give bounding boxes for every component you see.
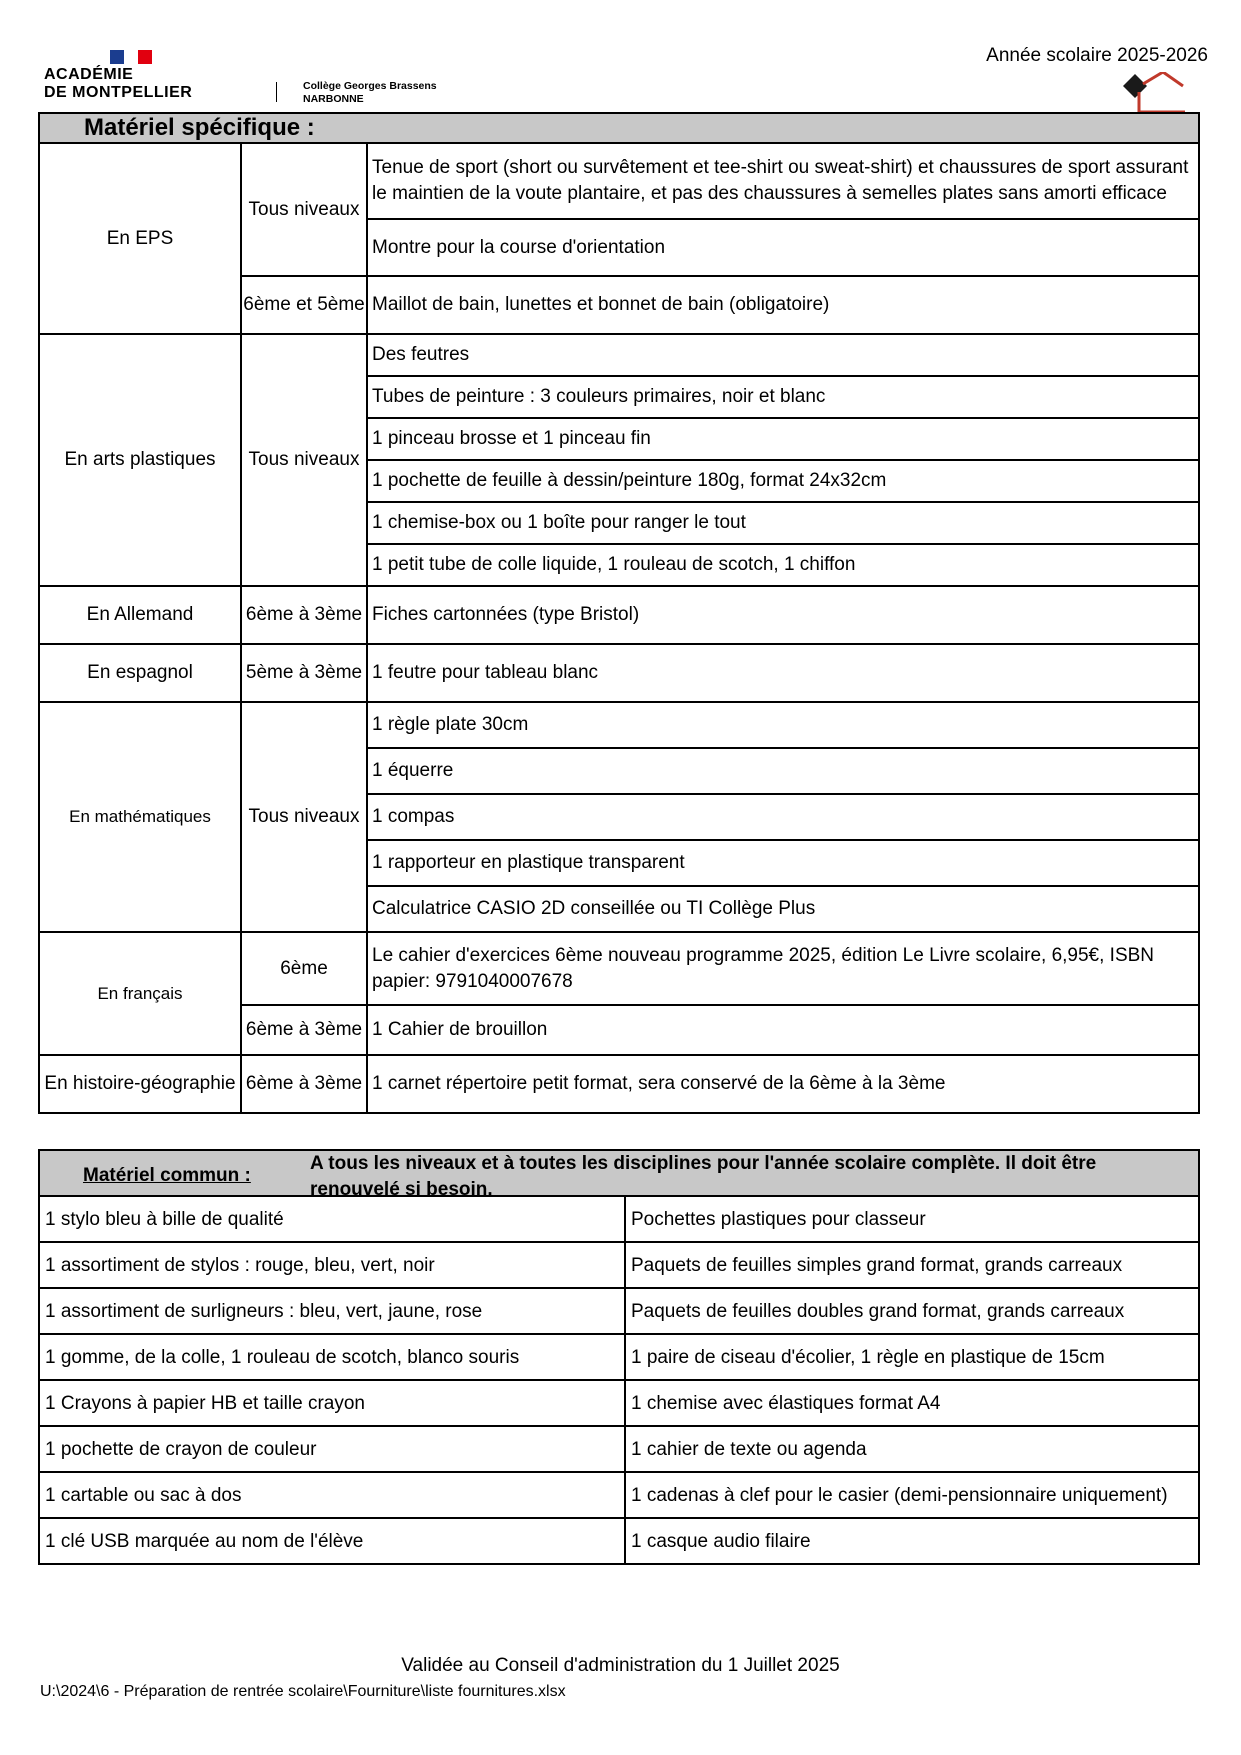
level-cell: 6ème et 5ème	[241, 276, 367, 334]
file-path: U:\2024\6 - Préparation de rentrée scolaire\Fourniture\liste fournitures.xlsx	[40, 1683, 566, 1700]
item-cell: Tubes de peinture : 3 couleurs primaires, noir et blanc	[367, 376, 1199, 418]
common-item: 1 assortiment de stylos : rouge, bleu, vert, noir	[39, 1242, 625, 1288]
college-block	[303, 80, 437, 106]
common-item: 1 assortiment de surligneurs : bleu, vert, jaune, rose	[39, 1288, 625, 1334]
subject-french: En français	[39, 932, 241, 1055]
subject-maths: En mathématiques	[39, 702, 241, 932]
subject-arts: En arts plastiques	[39, 334, 241, 586]
level-cell: 6ème à 3ème	[241, 586, 367, 644]
common-item: 1 clé USB marquée au nom de l'élève	[39, 1518, 625, 1564]
academy-logo	[44, 48, 234, 114]
subject-history: En histoire-géographie	[39, 1055, 241, 1113]
item-cell: Le cahier d'exercices 6ème nouveau programme 2025, édition Le Livre scolaire, 6,95€, ISBN papier: 9791040007678	[367, 932, 1199, 1005]
education-prioritaire-logo	[1115, 72, 1190, 114]
specific-material-title: Matériel spécifique :	[39, 113, 1199, 143]
item-cell: 1 petit tube de colle liquide, 1 rouleau de scotch, 1 chiffon	[367, 544, 1199, 586]
item-cell: Maillot de bain, lunettes et bonnet de bain (obligatoire)	[367, 276, 1199, 334]
french-flag-icon	[110, 50, 154, 64]
item-cell: 1 feutre pour tableau blanc	[367, 644, 1199, 702]
validation-note: Validée au Conseil d'administration du 1 Juillet 2025	[401, 1655, 840, 1676]
level-cell: 6ème à 3ème	[241, 1055, 367, 1113]
common-item: 1 Crayons à papier HB et taille crayon	[39, 1380, 625, 1426]
item-cell: Montre pour la course d'orientation	[367, 219, 1199, 276]
college-city: NARBONNE	[303, 93, 364, 105]
college-name: Collège Georges Brassens	[303, 80, 437, 92]
common-item: 1 cadenas à clef pour le casier (demi-pensionnaire uniquement)	[625, 1472, 1199, 1518]
item-cell: 1 équerre	[367, 748, 1199, 794]
item-cell: Tenue de sport (short ou survêtement et tee-shirt ou sweat-shirt) et chaussures de sport assurant le maintien de la voute plantaire, et pas des chaussures à semelles plates sans amorti efficace	[367, 143, 1199, 219]
item-cell: 1 Cahier de brouillon	[367, 1005, 1199, 1055]
level-cell: Tous niveaux	[241, 702, 367, 932]
item-cell: 1 pinceau brosse et 1 pinceau fin	[367, 418, 1199, 460]
common-material-header	[39, 1150, 1199, 1200]
item-cell: Fiches cartonnées (type Bristol)	[367, 586, 1199, 644]
common-item: 1 chemise avec élastiques format A4	[625, 1380, 1199, 1426]
item-cell: 1 pochette de feuille à dessin/peinture 180g, format 24x32cm	[367, 460, 1199, 502]
common-item: Paquets de feuilles doubles grand format, grands carreaux	[625, 1288, 1199, 1334]
specific-material-table	[38, 112, 1200, 1114]
subject-spanish: En espagnol	[39, 644, 241, 702]
common-item: 1 paire de ciseau d'écolier, 1 règle en plastique de 15cm	[625, 1334, 1199, 1380]
level-cell: 6ème	[241, 932, 367, 1005]
item-cell: 1 carnet répertoire petit format, sera conservé de la 6ème à la 3ème	[367, 1055, 1199, 1113]
common-item: Paquets de feuilles simples grand format, grands carreaux	[625, 1242, 1199, 1288]
common-item: 1 pochette de crayon de couleur	[39, 1426, 625, 1472]
common-material-table	[38, 1149, 1200, 1565]
item-cell: Calculatrice CASIO 2D conseillée ou TI Collège Plus	[367, 886, 1199, 932]
academy-line1: ACADÉMIE	[44, 66, 134, 83]
common-item: 1 casque audio filaire	[625, 1518, 1199, 1564]
item-cell: 1 règle plate 30cm	[367, 702, 1199, 748]
item-cell: 1 rapporteur en plastique transparent	[367, 840, 1199, 886]
common-item: 1 stylo bleu à bille de qualité	[39, 1196, 625, 1242]
level-cell: 5ème à 3ème	[241, 644, 367, 702]
subject-german: En Allemand	[39, 586, 241, 644]
school-year: Année scolaire 2025-2026	[986, 45, 1208, 66]
header-separator	[276, 82, 277, 102]
common-material-title: Matériel commun :	[83, 1165, 251, 1186]
level-cell: Tous niveaux	[241, 143, 367, 276]
common-item: 1 cartable ou sac à dos	[39, 1472, 625, 1518]
level-cell: 6ème à 3ème	[241, 1005, 367, 1055]
subject-eps: En EPS	[39, 143, 241, 334]
common-material-note: A tous les niveaux et à toutes les disciplines pour l'année scolaire complète. Il doit être renouvelé si besoin.	[310, 1153, 1097, 1200]
common-item: Pochettes plastiques pour classeur	[625, 1196, 1199, 1242]
item-cell: 1 compas	[367, 794, 1199, 840]
common-item: 1 gomme, de la colle, 1 rouleau de scotch, blanco souris	[39, 1334, 625, 1380]
common-item: 1 cahier de texte ou agenda	[625, 1426, 1199, 1472]
item-cell: 1 chemise-box ou 1 boîte pour ranger le tout	[367, 502, 1199, 544]
level-cell: Tous niveaux	[241, 334, 367, 586]
item-cell: Des feutres	[367, 334, 1199, 376]
academy-line2: DE MONTPELLIER	[44, 84, 193, 101]
